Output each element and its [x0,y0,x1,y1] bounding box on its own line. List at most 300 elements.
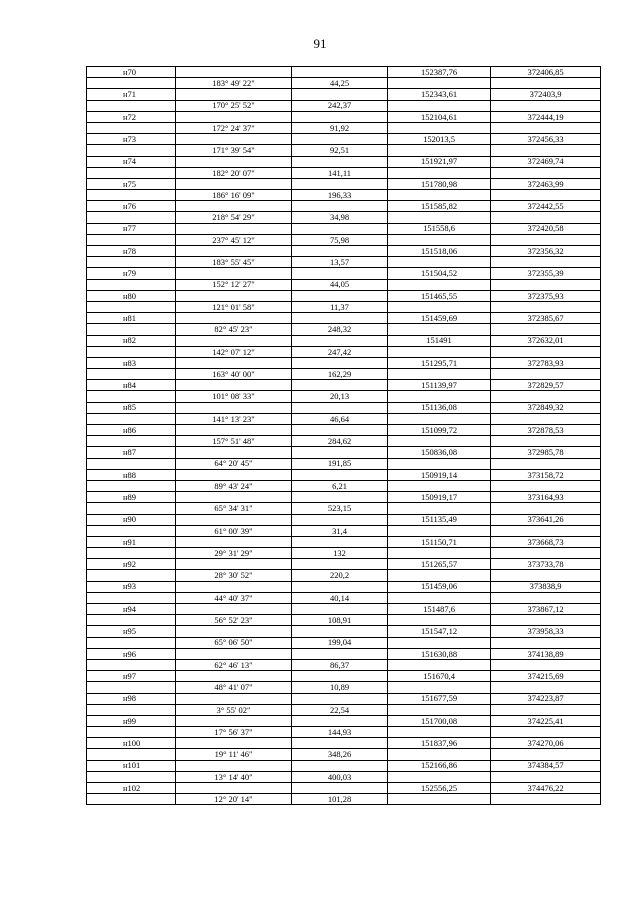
segment-row [87,122,601,133]
segment-length-cell: 22,54 [292,704,388,715]
empty-cell [292,536,388,547]
y-coordinate-cell: 372356,32 [491,246,601,257]
segment-length-cell: 31,4 [292,525,388,536]
segment-row [87,413,601,424]
segment-length-cell: 75,98 [292,234,388,245]
empty-cell [176,536,292,547]
empty-cell [388,548,491,559]
empty-cell [491,503,601,514]
empty-cell [176,738,292,749]
empty-cell [292,492,388,503]
segment-row [87,503,601,514]
y-coordinate-cell: 372406,85 [491,67,601,78]
empty-cell [176,402,292,413]
segment-row [87,234,601,245]
empty-cell [176,201,292,212]
empty-cell [176,492,292,503]
empty-cell [176,783,292,794]
point-row [87,469,601,480]
y-coordinate-cell: 374270,06 [491,738,601,749]
y-coordinate-cell: 374225,41 [491,715,601,726]
point-name-cell: н85 [87,402,176,413]
point-name-cell: н76 [87,201,176,212]
empty-cell [388,122,491,133]
empty-cell [292,693,388,704]
empty-cell [388,704,491,715]
empty-cell [491,279,601,290]
empty-cell [176,89,292,100]
segment-row [87,346,601,357]
point-name-cell: н100 [87,738,176,749]
y-coordinate-cell: 373641,26 [491,514,601,525]
point-row [87,492,601,503]
empty-cell [87,458,176,469]
segment-row [87,480,601,491]
empty-cell [491,145,601,156]
point-row [87,67,601,78]
y-coordinate-cell: 372420,58 [491,223,601,234]
segment-length-cell: 141,11 [292,167,388,178]
point-row [87,402,601,413]
empty-cell [292,604,388,615]
table-body [87,67,601,805]
empty-cell [87,234,176,245]
point-row [87,626,601,637]
y-coordinate-cell: 372442,55 [491,201,601,212]
point-row [87,380,601,391]
empty-cell [292,715,388,726]
segment-row [87,369,601,380]
direction-angle-cell: 237° 45' 12" [176,234,292,245]
empty-cell [87,771,176,782]
point-row [87,134,601,145]
point-name-cell: н102 [87,783,176,794]
empty-cell [388,324,491,335]
empty-cell [176,67,292,78]
empty-cell [87,615,176,626]
direction-angle-cell: 61° 00' 39" [176,525,292,536]
segment-length-cell: 101,28 [292,794,388,805]
x-coordinate-cell: 151518,06 [388,246,491,257]
empty-cell [292,156,388,167]
point-name-cell: н87 [87,447,176,458]
empty-cell [176,581,292,592]
segment-length-cell: 220,2 [292,570,388,581]
empty-cell [176,514,292,525]
segment-length-cell: 523,15 [292,503,388,514]
y-coordinate-cell: 373867,12 [491,604,601,615]
empty-cell [87,413,176,424]
point-row [87,425,601,436]
empty-cell [176,335,292,346]
empty-cell [292,760,388,771]
point-name-cell: н94 [87,604,176,615]
empty-cell [87,212,176,223]
empty-cell [388,78,491,89]
empty-cell [292,559,388,570]
empty-cell [87,324,176,335]
empty-cell [292,671,388,682]
empty-cell [292,514,388,525]
point-name-cell: н86 [87,425,176,436]
empty-cell [292,357,388,368]
point-row [87,246,601,257]
y-coordinate-cell: 372444,19 [491,111,601,122]
empty-cell [388,794,491,805]
empty-cell [87,436,176,447]
empty-cell [87,346,176,357]
segment-length-cell: 34,98 [292,212,388,223]
empty-cell [292,783,388,794]
segment-row [87,212,601,223]
empty-cell [491,458,601,469]
direction-angle-cell: 170° 25' 52" [176,100,292,111]
segment-length-cell: 46,64 [292,413,388,424]
empty-cell [388,682,491,693]
segment-row [87,436,601,447]
direction-angle-cell: 56° 52' 23" [176,615,292,626]
empty-cell [176,268,292,279]
point-row [87,738,601,749]
direction-angle-cell: 29° 31' 29" [176,548,292,559]
segment-length-cell: 247,42 [292,346,388,357]
empty-cell [491,324,601,335]
y-coordinate-cell: 373958,33 [491,626,601,637]
point-name-cell: н84 [87,380,176,391]
segment-length-cell: 284,62 [292,436,388,447]
x-coordinate-cell: 152166,86 [388,760,491,771]
direction-angle-cell: 48° 41' 07" [176,682,292,693]
segment-row [87,771,601,782]
empty-cell [292,425,388,436]
y-coordinate-cell: 372403,9 [491,89,601,100]
y-coordinate-cell: 374476,22 [491,783,601,794]
x-coordinate-cell: 151487,6 [388,604,491,615]
empty-cell [292,111,388,122]
y-coordinate-cell: 373668,73 [491,536,601,547]
empty-cell [87,704,176,715]
point-name-cell: н73 [87,134,176,145]
empty-cell [388,615,491,626]
x-coordinate-cell: 151136,08 [388,402,491,413]
empty-cell [292,67,388,78]
empty-cell [87,145,176,156]
x-coordinate-cell: 151700,08 [388,715,491,726]
segment-row [87,458,601,469]
empty-cell [176,290,292,301]
empty-cell [176,246,292,257]
y-coordinate-cell: 372385,67 [491,313,601,324]
empty-cell [388,637,491,648]
empty-cell [87,190,176,201]
empty-cell [176,380,292,391]
point-name-cell: н77 [87,223,176,234]
empty-cell [292,648,388,659]
empty-cell [87,592,176,603]
point-row [87,201,601,212]
empty-cell [176,693,292,704]
direction-angle-cell: 142° 07' 12" [176,346,292,357]
point-row [87,290,601,301]
empty-cell [292,313,388,324]
empty-cell [388,391,491,402]
point-name-cell: н96 [87,648,176,659]
segment-length-cell: 44,05 [292,279,388,290]
y-coordinate-cell: 374223,87 [491,693,601,704]
empty-cell [87,548,176,559]
x-coordinate-cell: 152343,61 [388,89,491,100]
segment-row [87,145,601,156]
segment-length-cell: 242,37 [292,100,388,111]
x-coordinate-cell: 151459,69 [388,313,491,324]
empty-cell [176,760,292,771]
empty-cell [388,100,491,111]
point-row [87,89,601,100]
point-name-cell: н88 [87,469,176,480]
segment-row [87,324,601,335]
segment-length-cell: 6,21 [292,480,388,491]
empty-cell [292,335,388,346]
point-row [87,693,601,704]
empty-cell [87,369,176,380]
y-coordinate-cell: 372783,93 [491,357,601,368]
segment-length-cell: 348,26 [292,749,388,760]
empty-cell [491,301,601,312]
empty-cell [388,212,491,223]
point-name-cell: н82 [87,335,176,346]
empty-cell [87,480,176,491]
point-row [87,760,601,771]
direction-angle-cell: 82° 45' 23" [176,324,292,335]
y-coordinate-cell: 374215,69 [491,671,601,682]
empty-cell [388,436,491,447]
point-row [87,223,601,234]
segment-length-cell: 13,57 [292,257,388,268]
point-name-cell: н79 [87,268,176,279]
x-coordinate-cell: 151837,96 [388,738,491,749]
empty-cell [87,503,176,514]
segment-length-cell: 91,92 [292,122,388,133]
x-coordinate-cell: 150919,14 [388,469,491,480]
empty-cell [292,223,388,234]
point-name-cell: н75 [87,178,176,189]
empty-cell [292,581,388,592]
point-row [87,671,601,682]
page-number: 91 [313,36,327,51]
empty-cell [388,369,491,380]
empty-cell [491,346,601,357]
empty-cell [176,715,292,726]
boundary-coordinates-table-wrap [86,66,600,805]
empty-cell [388,749,491,760]
empty-cell [87,78,176,89]
x-coordinate-cell: 151150,71 [388,536,491,547]
x-coordinate-cell: 151558,6 [388,223,491,234]
empty-cell [176,447,292,458]
empty-cell [87,301,176,312]
direction-angle-cell: 65° 34' 31" [176,503,292,514]
empty-cell [292,268,388,279]
empty-cell [292,134,388,145]
segment-row [87,190,601,201]
x-coordinate-cell: 151670,4 [388,671,491,682]
empty-cell [388,659,491,670]
empty-cell [292,380,388,391]
point-name-cell: н74 [87,156,176,167]
x-coordinate-cell: 151099,72 [388,425,491,436]
empty-cell [87,659,176,670]
empty-cell [491,234,601,245]
segment-length-cell: 86,37 [292,659,388,670]
x-coordinate-cell: 151585,82 [388,201,491,212]
empty-cell [491,122,601,133]
direction-angle-cell: 101° 08' 33" [176,391,292,402]
direction-angle-cell: 17° 56' 37" [176,727,292,738]
point-row [87,536,601,547]
empty-cell [292,402,388,413]
empty-cell [87,637,176,648]
y-coordinate-cell: 372469,74 [491,156,601,167]
empty-cell [491,167,601,178]
empty-cell [491,659,601,670]
point-name-cell: н93 [87,581,176,592]
empty-cell [176,469,292,480]
point-row [87,357,601,368]
segment-length-cell: 191,85 [292,458,388,469]
point-name-cell: н98 [87,693,176,704]
direction-angle-cell: 13° 14' 40" [176,771,292,782]
y-coordinate-cell: 373838,9 [491,581,601,592]
x-coordinate-cell: 151491 [388,335,491,346]
segment-row [87,167,601,178]
empty-cell [388,346,491,357]
empty-cell [176,156,292,167]
x-coordinate-cell: 151921,97 [388,156,491,167]
direction-angle-cell: 163° 40' 00" [176,369,292,380]
point-name-cell: н99 [87,715,176,726]
direction-angle-cell: 152° 12' 27" [176,279,292,290]
empty-cell [87,727,176,738]
empty-cell [388,592,491,603]
empty-cell [292,290,388,301]
segment-row [87,637,601,648]
empty-cell [491,637,601,648]
segment-row [87,615,601,626]
x-coordinate-cell: 151295,71 [388,357,491,368]
point-name-cell: н70 [87,67,176,78]
segment-length-cell: 196,33 [292,190,388,201]
point-row [87,559,601,570]
point-row [87,783,601,794]
empty-cell [87,391,176,402]
empty-cell [176,313,292,324]
empty-cell [388,145,491,156]
empty-cell [87,257,176,268]
empty-cell [176,357,292,368]
segment-length-cell: 92,51 [292,145,388,156]
empty-cell [176,626,292,637]
empty-cell [388,413,491,424]
segment-row [87,301,601,312]
empty-cell [176,134,292,145]
empty-cell [292,626,388,637]
y-coordinate-cell: 372355,39 [491,268,601,279]
x-coordinate-cell: 151139,97 [388,380,491,391]
x-coordinate-cell: 151459,06 [388,581,491,592]
direction-angle-cell: 28° 30' 52" [176,570,292,581]
x-coordinate-cell: 151677,59 [388,693,491,704]
y-coordinate-cell: 372463,99 [491,178,601,189]
x-coordinate-cell: 152104,61 [388,111,491,122]
x-coordinate-cell: 152387,76 [388,67,491,78]
empty-cell [388,190,491,201]
point-name-cell: н81 [87,313,176,324]
empty-cell [388,480,491,491]
direction-angle-cell: 121° 01' 58" [176,301,292,312]
empty-cell [491,592,601,603]
empty-cell [176,559,292,570]
direction-angle-cell: 183° 49' 22" [176,78,292,89]
y-coordinate-cell: 373164,93 [491,492,601,503]
empty-cell [292,469,388,480]
segment-length-cell: 144,93 [292,727,388,738]
empty-cell [491,190,601,201]
point-name-cell: н71 [87,89,176,100]
point-name-cell: н83 [87,357,176,368]
y-coordinate-cell: 373158,72 [491,469,601,480]
x-coordinate-cell: 151547,12 [388,626,491,637]
empty-cell [87,279,176,290]
empty-cell [87,682,176,693]
segment-row [87,525,601,536]
empty-cell [388,279,491,290]
segment-row [87,279,601,290]
empty-cell [491,704,601,715]
point-row [87,447,601,458]
point-name-cell: н101 [87,760,176,771]
y-coordinate-cell: 372878,53 [491,425,601,436]
point-name-cell: н80 [87,290,176,301]
point-row [87,648,601,659]
empty-cell [491,682,601,693]
y-coordinate-cell: 372985,78 [491,447,601,458]
segment-row [87,682,601,693]
empty-cell [87,100,176,111]
empty-cell [388,301,491,312]
y-coordinate-cell: 372456,33 [491,134,601,145]
point-row [87,335,601,346]
point-name-cell: н78 [87,246,176,257]
direction-angle-cell: 172° 24' 37" [176,122,292,133]
point-name-cell: н95 [87,626,176,637]
empty-cell [176,671,292,682]
direction-angle-cell: 62° 46' 13" [176,659,292,670]
empty-cell [388,525,491,536]
segment-row [87,704,601,715]
x-coordinate-cell: 150919,17 [388,492,491,503]
segment-row [87,727,601,738]
empty-cell [491,727,601,738]
segment-row [87,570,601,581]
x-coordinate-cell: 152556,25 [388,783,491,794]
empty-cell [292,201,388,212]
y-coordinate-cell: 372375,93 [491,290,601,301]
point-row [87,156,601,167]
point-row [87,313,601,324]
y-coordinate-cell: 372849,32 [491,402,601,413]
empty-cell [491,615,601,626]
empty-cell [491,480,601,491]
